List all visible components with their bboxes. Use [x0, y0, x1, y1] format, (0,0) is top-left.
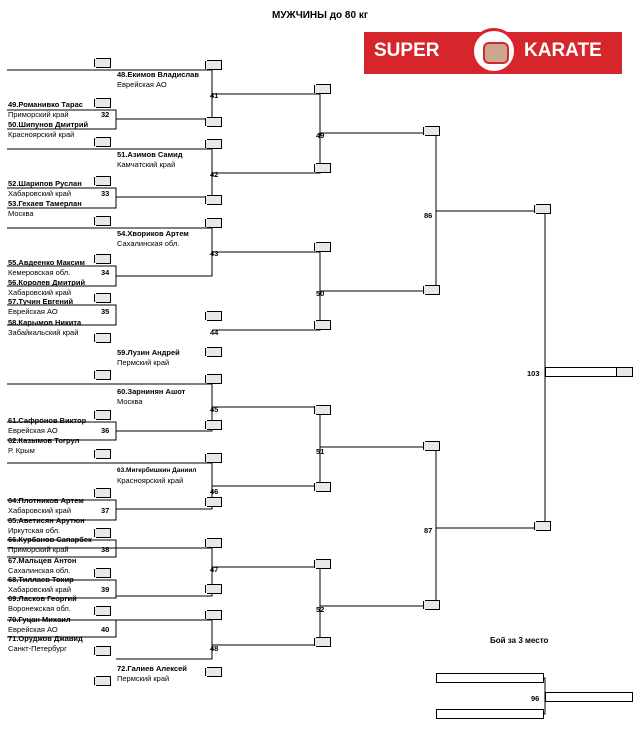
result-box[interactable] — [96, 568, 111, 578]
competitor-region: Санкт-Петербург — [8, 644, 67, 653]
result-box[interactable] — [425, 126, 440, 136]
result-box[interactable] — [536, 204, 551, 214]
result-box[interactable] — [316, 163, 331, 173]
bout-number: 42 — [210, 170, 219, 179]
logo-word-super: SUPER — [374, 40, 440, 61]
competitor-name: 54.Хвориков Артем — [117, 229, 189, 238]
competitor-region: Еврейская АО — [8, 307, 58, 316]
bout-number: 33 — [101, 189, 110, 198]
bracket-line — [212, 94, 320, 173]
result-box[interactable] — [545, 692, 633, 702]
competitor-name: 66.Курбанов Сапарбек — [8, 535, 92, 544]
result-box[interactable] — [316, 320, 331, 330]
result-box[interactable] — [207, 420, 222, 430]
bracket-line — [320, 133, 436, 291]
competitor-region: Хабаровский край — [8, 585, 72, 594]
competitor-name: 53.Гехаев Тамерлан — [8, 199, 82, 208]
competitor-name: 51.Азимов Самид — [117, 150, 183, 159]
result-box[interactable] — [96, 676, 111, 686]
bout-number: 49 — [316, 131, 325, 140]
result-box[interactable] — [96, 254, 111, 264]
result-box[interactable] — [207, 60, 222, 70]
competitor-name: 64.Плотников Артем — [8, 496, 84, 505]
result-box[interactable] — [545, 367, 633, 377]
result-box[interactable] — [96, 293, 111, 303]
result-box[interactable] — [207, 374, 222, 384]
competitor-region: Иркутская обл. — [8, 526, 61, 535]
bout-number: 39 — [101, 585, 110, 594]
result-box[interactable] — [96, 98, 111, 108]
result-box[interactable] — [316, 637, 331, 647]
result-box[interactable] — [316, 559, 331, 569]
logo-word-karate: KARATE — [524, 40, 602, 61]
competitor-region: Еврейская АО — [8, 625, 58, 634]
bout-number: 87 — [424, 526, 433, 535]
competitor-region: Пермский край — [117, 358, 170, 367]
bout-number: 96 — [531, 694, 540, 703]
bout-number: 45 — [210, 405, 219, 414]
result-box[interactable] — [96, 216, 111, 226]
competitor-name: 71.Оруджов Джавид — [8, 634, 83, 643]
result-box[interactable] — [425, 285, 440, 295]
competitor-region: Р. Крым — [8, 446, 35, 455]
bout-number: 44 — [210, 328, 219, 337]
result-box[interactable] — [316, 405, 331, 415]
result-box[interactable] — [207, 195, 222, 205]
competitor-region: Кемеровская обл. — [8, 268, 71, 277]
result-box[interactable] — [207, 610, 222, 620]
result-box[interactable] — [207, 453, 222, 463]
competitor-name: 62.Казымов Тогрул — [8, 436, 80, 445]
competitor-region: Красноярский край — [8, 130, 75, 139]
competitor-name: 50.Шипунов Дмитрий — [8, 120, 89, 129]
competitor-region: Хабаровский край — [8, 189, 72, 198]
result-box[interactable] — [207, 311, 222, 321]
bracket-line — [212, 567, 320, 645]
competitor-name: 69.Ласков Георгий — [8, 594, 77, 603]
bout-number: 51 — [316, 447, 325, 456]
competitor-name: 72.Галиев Алексей — [117, 664, 187, 673]
result-box[interactable] — [96, 528, 111, 538]
result-box[interactable] — [207, 497, 222, 507]
competitor-name: 56.Королев Дмитрий — [8, 278, 86, 287]
competitor-name: 58.Карымов Никита — [8, 318, 82, 327]
result-box[interactable] — [96, 137, 111, 147]
competitor-name: 68.Тиллаев Тохир — [8, 575, 74, 584]
bracket-line — [320, 447, 436, 606]
competitor-name: 52.Шарипов Руслан — [8, 179, 82, 188]
result-box[interactable] — [207, 538, 222, 548]
result-box[interactable] — [207, 667, 222, 677]
bout-number: 46 — [210, 487, 219, 496]
bout-number: 52 — [316, 605, 325, 614]
third-place-label: Бой за 3 место — [490, 636, 549, 645]
competitor-name: 57.Тучин Евгений — [8, 297, 74, 306]
bout-number: 40 — [101, 625, 110, 634]
result-box[interactable] — [96, 176, 111, 186]
competitor-region: Еврейская АО — [8, 426, 58, 435]
competitor-name: 49.Романивко Тарас — [8, 100, 83, 109]
result-box[interactable] — [425, 600, 440, 610]
competitor-name: 70.Гуцан Михаил — [8, 615, 71, 624]
result-box[interactable] — [536, 521, 551, 531]
bracket-line — [212, 407, 320, 486]
bout-number: 47 — [210, 565, 219, 574]
result-box[interactable] — [207, 584, 222, 594]
competitor-region: Москва — [8, 209, 34, 218]
result-box[interactable] — [96, 58, 111, 68]
result-box[interactable] — [96, 333, 111, 343]
result-box[interactable] — [207, 218, 222, 228]
result-box[interactable] — [96, 449, 111, 459]
result-box[interactable] — [96, 370, 111, 380]
competitor-name: 60.Зарнинян Ашот — [117, 387, 186, 396]
competitor-name: 59.Лузин Андрей — [117, 348, 180, 357]
result-box[interactable] — [96, 606, 111, 616]
result-box[interactable] — [96, 410, 111, 420]
result-box[interactable] — [316, 84, 331, 94]
result-box[interactable] — [96, 488, 111, 498]
result-box[interactable] — [207, 117, 222, 127]
competitor-name: 55.Авдеенко Максим — [8, 258, 85, 267]
competitor-region: Воронежская обл. — [8, 604, 71, 613]
page-title: МУЖЧИНЫ до 80 кг — [271, 10, 369, 21]
bout-number: 86 — [424, 211, 433, 220]
competitor-region: Хабаровский край — [8, 506, 72, 515]
result-box[interactable] — [425, 441, 440, 451]
competitor-name: 67.Мальцев Антон — [8, 556, 77, 565]
bout-number: 50 — [316, 289, 325, 298]
result-box[interactable] — [96, 646, 111, 656]
result-box[interactable] — [316, 242, 331, 252]
competitor-region: Приморский край — [8, 110, 69, 119]
competitor-name: 63.Мигербишкин Даниил — [117, 467, 197, 474]
competitor-region: Еврейская АО — [117, 80, 167, 89]
competitor-region: Сахалинская обл. — [117, 239, 180, 248]
competitor-region: Камчатский край — [117, 160, 176, 169]
result-box[interactable] — [436, 709, 544, 719]
bout-number: 36 — [101, 426, 110, 435]
result-box[interactable] — [207, 139, 222, 149]
competitor-region: Приморский край — [8, 545, 69, 554]
bout-number: 103 — [527, 369, 540, 378]
bout-number: 41 — [210, 91, 219, 100]
bout-number: 37 — [101, 506, 110, 515]
competitor-region: Сахалинская обл. — [8, 566, 71, 575]
competitor-name: 48.Екимов Владислав — [117, 70, 199, 79]
bout-number: 43 — [210, 249, 219, 258]
competitor-region: Пермский край — [117, 674, 170, 683]
result-box[interactable] — [436, 673, 544, 683]
bout-number: 32 — [101, 110, 110, 119]
bout-number: 34 — [101, 268, 110, 277]
competitor-name: 61.Сафронов Виктор — [8, 416, 87, 425]
competitor-region: Забайкальский край — [8, 328, 79, 337]
competitor-name: 65.Аветисян Арутюн — [8, 516, 85, 525]
competitor-region: Москва — [117, 397, 143, 406]
competitor-region: Красноярский край — [117, 476, 184, 485]
bracket-line — [212, 252, 320, 330]
result-box[interactable] — [316, 482, 331, 492]
bout-number: 38 — [101, 545, 110, 554]
result-box[interactable] — [207, 347, 222, 357]
bout-number: 35 — [101, 307, 110, 316]
competitor-region: Хабаровский край — [8, 288, 72, 297]
bout-number: 48 — [210, 644, 219, 653]
